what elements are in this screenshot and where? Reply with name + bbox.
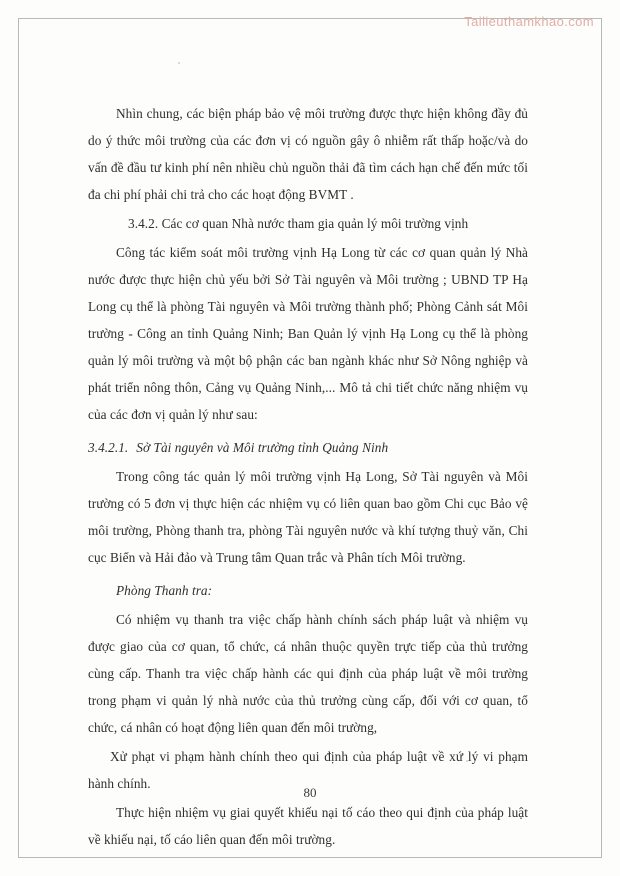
section-heading-3-4-2: 3.4.2. Các cơ quan Nhà nước tham gia quản lý môi trường vịnh [128, 216, 469, 231]
watermark-text: Tailieuthamkhao.com [464, 14, 594, 29]
section-number: 3.4.2.1. [88, 440, 129, 455]
paragraph: Có nhiệm vụ thanh tra việc chấp hành chính sách pháp luật và nhiệm vụ được giao của cơ quan, tổ chức, cá nhân thuộc quyền trực tiếp của thủ trưởng cùng cấp. Thanh tra việc chấp hành các qui định của pháp luật về môi trường trong phạm vi quản lý nhà nước của thủ trưởng cùng cấp, đối với cơ quan, tổ chức, cá nhân có hoạt động liên quan đến môi trường, [88, 612, 528, 735]
page-number: 80 [303, 785, 317, 800]
paragraph: Trong công tác quản lý môi trường vịnh Hạ Long, Sở Tài nguyên và Môi trường có 5 đơn vị thực hiện các nhiệm vụ có liên quan bao gồm Chi cục Bảo vệ môi trường, Phòng thanh tra, phòng Tài nguyên nước và khí tượng thuỷ văn, Chi cục Biển và Hải đảo và Trung tâm Quan trắc và Phân tích Môi trường. [88, 469, 528, 565]
section-heading-3-4-2-1 [88, 434, 528, 461]
paragraph: Công tác kiểm soát môi trường vịnh Hạ Long từ các cơ quan quản lý Nhà nước được thực hiện chủ yếu bởi Sở Tài nguyên và Môi trường ; UBND TP Hạ Long cụ thể là phòng Tài nguyên và Môi trường thành phố; Phòng Cảnh sát Môi trường - Công an tỉnh Quảng Ninh; Ban Quản lý vịnh Hạ Long cụ thể là phòng quản lý môi trường và một bộ phận các ban ngành khác như Sở Nông nghiệp và phát triển nông thôn, Cảng vụ Quảng Ninh,... Mô tả chi tiết chức năng nhiệm vụ của các đơn vị quản lý như sau: [88, 245, 528, 422]
section-title: Sở Tài nguyên và Môi trường tỉnh Quảng Ninh [136, 440, 389, 455]
page-speck [178, 62, 180, 64]
paragraph: Xử phạt vi phạm hành chính theo qui định của pháp luật về xứ lý vi phạm hành chính. [88, 749, 528, 791]
subsection-heading-phong-thanh-tra: Phòng Thanh tra: [116, 583, 213, 598]
paragraph: Nhìn chung, các biện pháp bảo vệ môi trường được thực hiện không đầy đủ do ý thức môi trường của các đơn vị có nguồn gây ô nhiễm rất thấp hoặc/và do vấn đề đầu tư kinh phí nên nhiều chủ nguồn thải đã tìm cách hạn chế đến mức tối đa chi phí phải chi trả cho các hoạt động BVMT . [88, 106, 528, 202]
paragraph: Thực hiện nhiệm vụ giai quyết khiếu nại tố cáo theo qui định của pháp luật về khiếu nại, tố cáo liên quan đến môi trường. [88, 805, 528, 847]
document-body [88, 100, 528, 855]
